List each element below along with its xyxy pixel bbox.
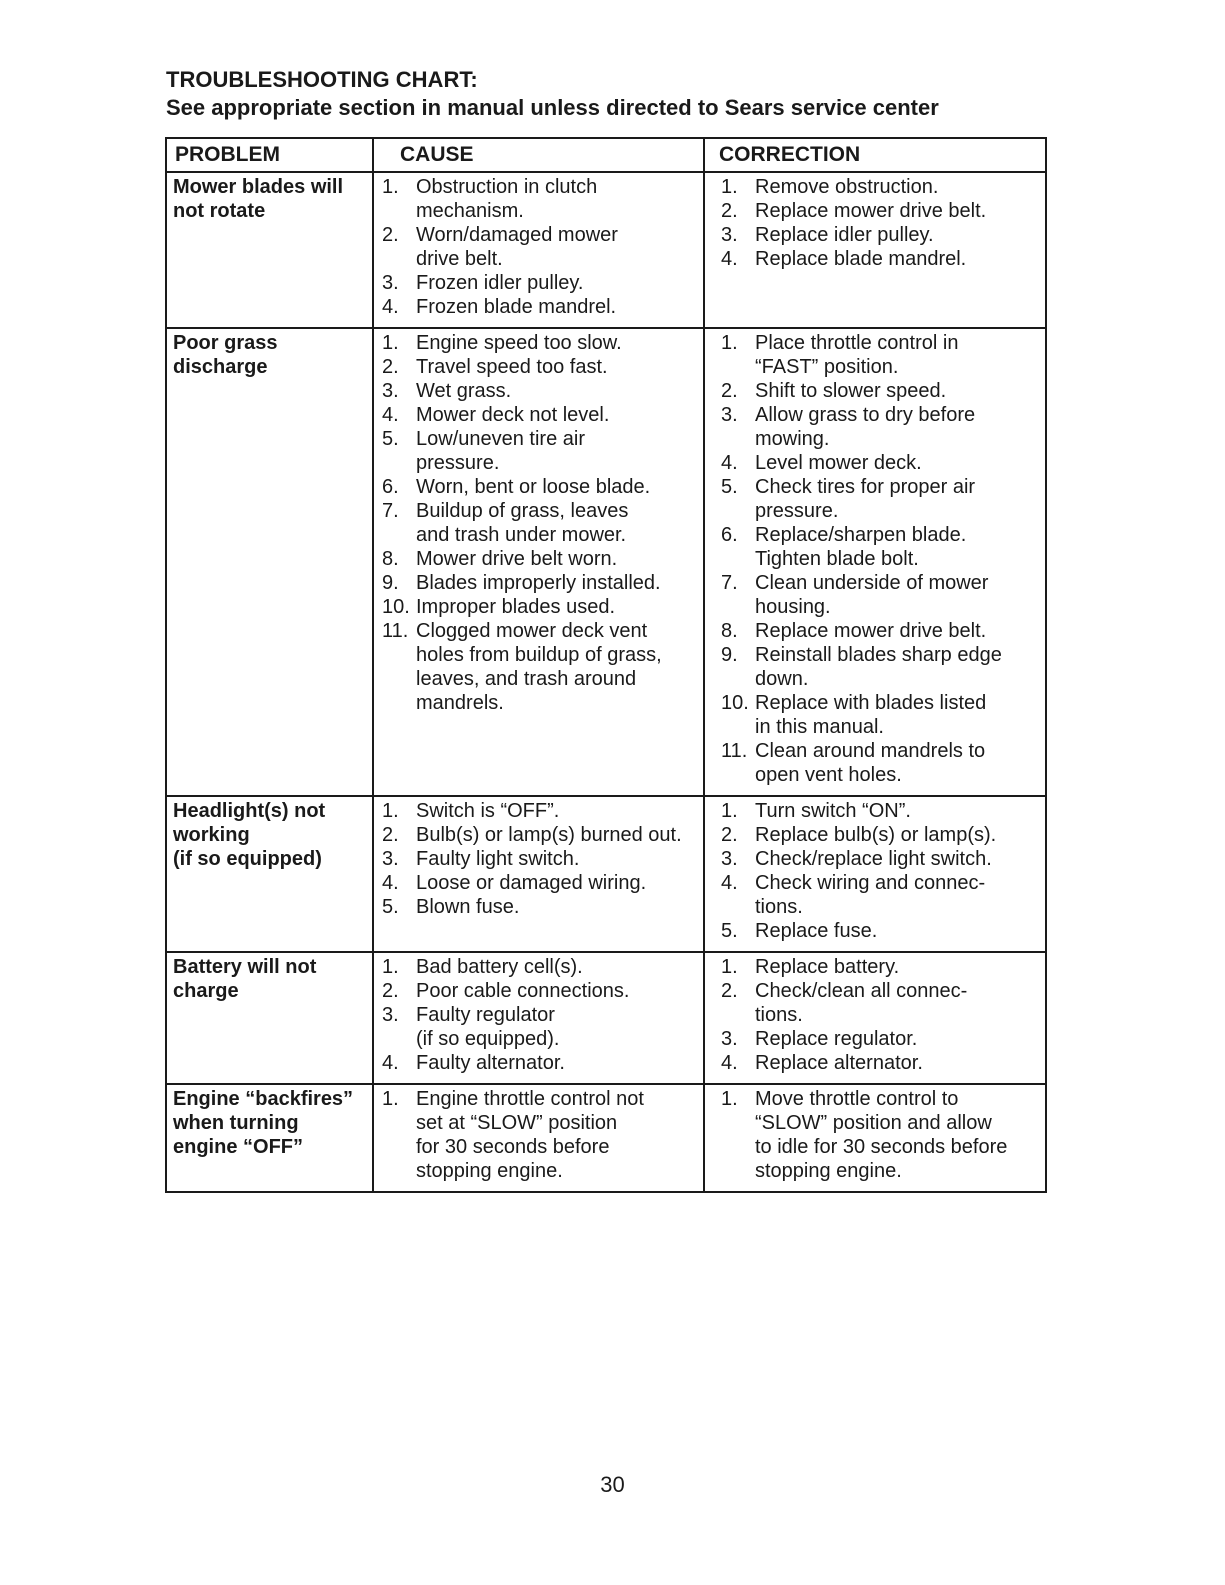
cause-item-number: 8. — [382, 548, 399, 570]
correction-item — [721, 1087, 1041, 1183]
cause-item-text: Worn, bent or loose blade. — [416, 476, 651, 498]
correction-cell — [705, 953, 1045, 1083]
cause-cell — [374, 797, 705, 951]
cause-item — [382, 547, 699, 571]
cause-item — [382, 571, 699, 595]
correction-item-number: 5. — [721, 920, 738, 942]
cause-list — [374, 799, 703, 919]
correction-item — [721, 379, 1041, 403]
cause-item-number: 3. — [382, 848, 399, 870]
correction-item — [721, 691, 1041, 739]
correction-cell — [705, 1085, 1045, 1191]
correction-item-text: Turn switch “ON”. — [755, 800, 911, 822]
table-row — [167, 953, 1045, 1085]
cause-item — [382, 331, 699, 355]
correction-item-number: 8. — [721, 620, 738, 642]
correction-cell — [705, 329, 1045, 795]
correction-item — [721, 1051, 1041, 1075]
cause-item-number: 5. — [382, 428, 399, 450]
cause-item — [382, 223, 699, 271]
correction-item — [721, 523, 1041, 571]
cause-item — [382, 823, 699, 847]
cause-item-text: Blades improperly installed. — [416, 572, 661, 594]
correction-item-text: Replace battery. — [755, 956, 900, 978]
correction-item — [721, 199, 1041, 223]
correction-item-text: Replace blade mandrel. — [755, 248, 967, 270]
correction-item-text: Replace alternator. — [755, 1052, 923, 1074]
correction-item-text: Replace regulator. — [755, 1028, 918, 1050]
correction-item-text: Check/replace light switch. — [755, 848, 992, 870]
correction-item-number: 2. — [721, 380, 738, 402]
cause-item-number: 1. — [382, 332, 399, 354]
cause-item — [382, 175, 699, 223]
cause-item-number: 1. — [382, 956, 399, 978]
correction-item-number: 2. — [721, 200, 738, 222]
table-row — [167, 329, 1045, 797]
correction-item-text: Replace mower drive belt. — [755, 200, 987, 222]
cause-item — [382, 1087, 699, 1183]
column-header-correction: CORRECTION — [719, 143, 861, 166]
correction-item-number: 1. — [721, 176, 738, 198]
cause-item — [382, 595, 699, 619]
correction-item-text: Shift to slower speed. — [755, 380, 947, 402]
cause-item-number: 2. — [382, 980, 399, 1002]
cause-item — [382, 475, 699, 499]
cause-item-number: 3. — [382, 380, 399, 402]
correction-item-text: Replace mower drive belt. — [755, 620, 987, 642]
problem-cell: Mower blades will not rotate — [167, 173, 374, 327]
cause-item-text: Mower deck not level. — [416, 404, 610, 426]
cause-item — [382, 847, 699, 871]
cause-item — [382, 379, 699, 403]
correction-item-number: 1. — [721, 800, 738, 822]
correction-item-number: 7. — [721, 572, 738, 594]
correction-item-text: Place throttle control in “FAST” position. — [755, 332, 959, 378]
correction-item-text: Allow grass to dry before mowing. — [755, 404, 976, 450]
cause-item-text: Faulty alternator. — [416, 1052, 565, 1074]
cause-item-number: 10. — [382, 596, 410, 618]
cause-item-number: 2. — [382, 224, 399, 246]
table-row — [167, 797, 1045, 953]
cause-cell — [374, 953, 705, 1083]
cause-list — [374, 1087, 703, 1183]
cause-item-text: Low/uneven tire air pressure. — [416, 428, 585, 474]
correction-item — [721, 739, 1041, 787]
correction-item — [721, 223, 1041, 247]
correction-item-number: 1. — [721, 332, 738, 354]
correction-item — [721, 451, 1041, 475]
correction-item-text: Replace fuse. — [755, 920, 878, 942]
correction-item-number: 4. — [721, 452, 738, 474]
cause-item-text: Faulty regulator (if so equipped). — [416, 1004, 560, 1050]
cause-item-number: 4. — [382, 296, 399, 318]
cause-item — [382, 619, 699, 715]
cause-item-number: 6. — [382, 476, 399, 498]
cause-cell — [374, 329, 705, 795]
cause-item-text: Switch is “OFF”. — [416, 800, 560, 822]
table-body — [167, 173, 1045, 1191]
cause-item-text: Engine speed too slow. — [416, 332, 622, 354]
cause-item — [382, 871, 699, 895]
cause-item-text: Engine throttle control not set at “SLOW” position for 30 seconds before stopping engine. — [416, 1088, 644, 1182]
correction-item-number: 11. — [721, 740, 748, 762]
correction-item-text: Remove obstruction. — [755, 176, 939, 198]
cause-item-number: 5. — [382, 896, 399, 918]
cause-cell — [374, 1085, 705, 1191]
correction-item-number: 6. — [721, 524, 738, 546]
correction-item-text: Replace bulb(s) or lamp(s). — [755, 824, 997, 846]
correction-item — [721, 247, 1041, 271]
cause-item — [382, 1051, 699, 1075]
cause-item — [382, 955, 699, 979]
cause-item — [382, 799, 699, 823]
correction-item — [721, 847, 1041, 871]
correction-item-number: 3. — [721, 848, 738, 870]
problem-cell: Headlight(s) not working (if so equipped) — [167, 797, 374, 951]
cause-item-text: Faulty light switch. — [416, 848, 580, 870]
column-header-problem: PROBLEM — [167, 139, 374, 171]
cause-item-text: Loose or damaged wiring. — [416, 872, 647, 894]
correction-item-number: 3. — [721, 224, 738, 246]
correction-item-text: Check wiring and connec- tions. — [755, 872, 986, 918]
cause-item-text: Blown fuse. — [416, 896, 520, 918]
correction-item-number: 4. — [721, 1052, 738, 1074]
cause-list — [374, 175, 703, 319]
cause-item-number: 2. — [382, 356, 399, 378]
cause-item-text: Clogged mower deck vent holes from buildup of grass, leaves, and trash around mandrels. — [416, 620, 662, 714]
cause-item — [382, 1003, 699, 1051]
correction-item — [721, 955, 1041, 979]
cause-item — [382, 895, 699, 919]
cause-item — [382, 271, 699, 295]
cause-item-number: 3. — [382, 1004, 399, 1026]
correction-item-text: Level mower deck. — [755, 452, 922, 474]
correction-item — [721, 979, 1041, 1027]
problem-cell: Engine “backfires” when turning engine “OFF” — [167, 1085, 374, 1191]
cause-item-number: 11. — [382, 620, 409, 642]
problem-cell: Battery will not charge — [167, 953, 374, 1083]
cause-item-number: 1. — [382, 800, 399, 822]
cause-item — [382, 355, 699, 379]
correction-item — [721, 403, 1041, 451]
correction-item-number: 4. — [721, 248, 738, 270]
troubleshooting-table — [165, 137, 1047, 1193]
correction-item-text: Check tires for proper air pressure. — [755, 476, 976, 522]
table-header — [167, 139, 1045, 173]
correction-item-number: 2. — [721, 980, 738, 1002]
correction-item — [721, 619, 1041, 643]
correction-item-text: Reinstall blades sharp edge down. — [755, 644, 1002, 690]
cause-item-text: Wet grass. — [416, 380, 512, 402]
problem-cell: Poor grass discharge — [167, 329, 374, 795]
cause-cell — [374, 173, 705, 327]
cause-item-text: Bulb(s) or lamp(s) burned out. — [416, 824, 682, 846]
correction-item — [721, 919, 1041, 943]
cause-item — [382, 403, 699, 427]
correction-item — [721, 331, 1041, 379]
table-row — [167, 1085, 1045, 1191]
correction-item-number: 10. — [721, 692, 749, 714]
column-header-cause: CAUSE — [374, 139, 705, 171]
cause-item-text: Frozen blade mandrel. — [416, 296, 617, 318]
correction-item-text: Replace idler pulley. — [755, 224, 934, 246]
correction-list — [705, 175, 1045, 271]
cause-item-number: 4. — [382, 404, 399, 426]
cause-item-number: 2. — [382, 824, 399, 846]
correction-item-text: Clean around mandrels to open vent holes. — [755, 740, 986, 786]
cause-item-number: 3. — [382, 272, 399, 294]
correction-item-number: 4. — [721, 872, 738, 894]
cause-item — [382, 499, 699, 547]
correction-item-number: 3. — [721, 404, 738, 426]
correction-item-text: Check/clean all connec- tions. — [755, 980, 968, 1026]
cause-item-number: 4. — [382, 872, 399, 894]
cause-item-text: Buildup of grass, leaves and trash under mower. — [416, 500, 629, 546]
correction-item-number: 5. — [721, 476, 738, 498]
correction-item — [721, 571, 1041, 619]
correction-list — [705, 799, 1045, 943]
correction-item-number: 1. — [721, 956, 738, 978]
correction-list — [705, 1087, 1045, 1183]
cause-item-text: Frozen idler pulley. — [416, 272, 584, 294]
cause-item-number: 9. — [382, 572, 399, 594]
cause-item-text: Mower drive belt worn. — [416, 548, 618, 570]
correction-cell — [705, 173, 1045, 327]
cause-item-text: Bad battery cell(s). — [416, 956, 583, 978]
page-title: TROUBLESHOOTING CHART: — [166, 67, 478, 92]
cause-item — [382, 295, 699, 319]
cause-list — [374, 331, 703, 715]
cause-item-text: Worn/damaged mower drive belt. — [416, 224, 618, 270]
cause-item — [382, 427, 699, 475]
page-subtitle: See appropriate section in manual unless directed to Sears service center — [166, 95, 939, 120]
correction-item-text: Clean underside of mower housing. — [755, 572, 989, 618]
correction-list — [705, 955, 1045, 1075]
cause-item-number: 7. — [382, 500, 399, 522]
correction-item-text: Replace with blades listed in this manual. — [755, 692, 987, 738]
correction-item-number: 3. — [721, 1028, 738, 1050]
correction-item — [721, 871, 1041, 919]
cause-item-text: Travel speed too fast. — [416, 356, 608, 378]
correction-item — [721, 823, 1041, 847]
cause-item — [382, 979, 699, 1003]
correction-list — [705, 331, 1045, 787]
cause-list — [374, 955, 703, 1075]
correction-item-number: 2. — [721, 824, 738, 846]
cause-item-text: Obstruction in clutch mechanism. — [416, 176, 598, 222]
correction-item — [721, 475, 1041, 523]
correction-item — [721, 643, 1041, 691]
page-number: 30 — [600, 1472, 625, 1497]
table-row — [167, 173, 1045, 329]
correction-item — [721, 799, 1041, 823]
correction-item-number: 9. — [721, 644, 738, 666]
correction-item-number: 1. — [721, 1088, 738, 1110]
cause-item-text: Poor cable connections. — [416, 980, 630, 1002]
cause-item-text: Improper blades used. — [416, 596, 616, 618]
correction-item-text: Replace/sharpen blade. Tighten blade bolt. — [755, 524, 967, 570]
correction-item — [721, 1027, 1041, 1051]
cause-item-number: 1. — [382, 176, 399, 198]
heading-block — [166, 66, 1066, 122]
correction-item — [721, 175, 1041, 199]
correction-item-text: Move throttle control to “SLOW” position and allow to idle for 30 seconds before stopping engine. — [755, 1088, 1008, 1182]
correction-cell — [705, 797, 1045, 951]
cause-item-number: 1. — [382, 1088, 399, 1110]
cause-item-number: 4. — [382, 1052, 399, 1074]
